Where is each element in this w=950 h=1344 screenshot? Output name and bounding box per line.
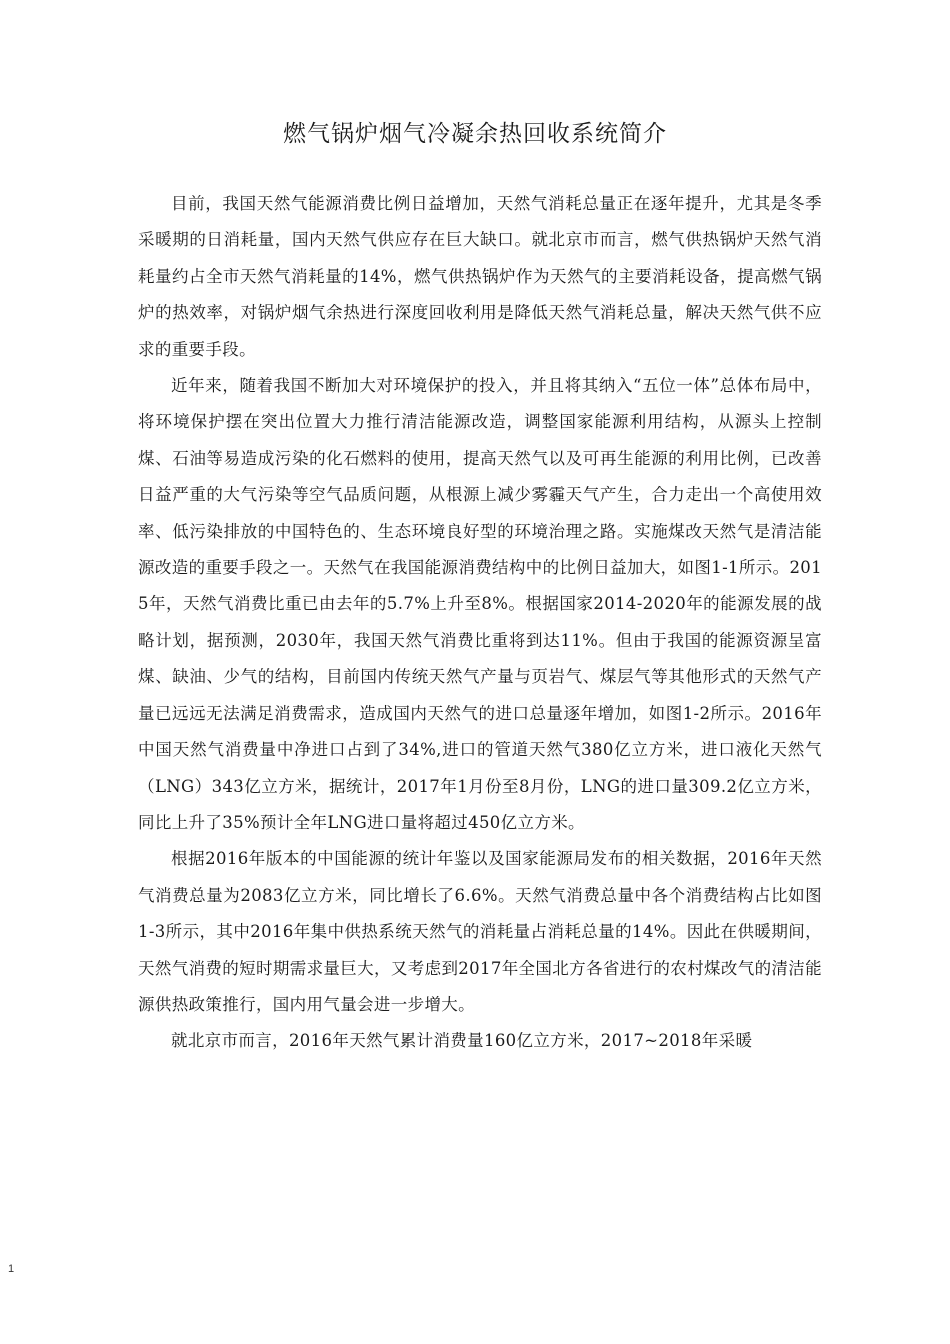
document-title: 燃气锅炉烟气冷凝余热回收系统简介 <box>283 121 667 147</box>
paragraph-1: 目前，我国天然气能源消费比例日益增加，天然气消耗总量正在逐年提升，尤其是冬季采暖期的日消耗量，国内天然气供应存在巨大缺口。就北京市而言，燃气供热锅炉天然气消耗量约占全市天然气消耗量的14%，燃气供热锅炉作为天然气的主要消耗设备，提高燃气锅炉的热效率，对锅炉烟气余热进行深度回收利用是降低天然气消耗总量，解决天然气供不应求的重要手段。 <box>138 194 822 359</box>
document-body <box>138 186 822 1060</box>
page-number: 1 <box>8 1263 15 1275</box>
paragraph-3: 根据2016年版本的中国能源的统计年鉴以及国家能源局发布的相关数据，2016年天然气消费总量为2083亿立方米，同比增长了6.6%。天然气消费总量中各个消费结构占比如图1-3所示，其中2016年集中供热系统天然气的消耗量占消耗总量的14%。因此在供暖期间，天然气消费的短时期需求量巨大，又考虑到2017年全国北方各省进行的农村煤改气的清洁能源供热政策推行，国内用气量会进一步增大。 <box>138 849 822 1014</box>
paragraph-2: 近年来，随着我国不断加大对环境保护的投入，并且将其纳入“五位一体”总体布局中，将环境保护摆在突出位置大力推行清洁能源改造，调整国家能源利用结构，从源头上控制煤、石油等易造成污染的化石燃料的使用，提高天然气以及可再生能源的利用比例，已改善日益严重的大气污染等空气品质问题，从根源上减少雾霾天气产生，合力走出一个高使用效率、低污染排放的中国特色的、生态环境良好型的环境治理之路。实施煤改天然气是清洁能源改造的重要手段之一。天然气在我国能源消费结构中的比例日益加大，如图1-1所示。2015年，天然气消费比重已由去年的5.7%上升至8%。根据国家2014-2020年的能源发展的战略计划，据预测，2030年，我国天然气消费比重将到达11%。但由于我国的能源资源呈富煤、缺油、少气的结构，目前国内传统天然气产量与页岩气、煤层气等其他形式的天然气产量已远远无法满足消费需求，造成国内天然气的进口总量逐年增加，如图1-2所示。2016年中国天然气消费量中净进口占到了34%,进口的管道天然气380亿立方米，进口液化天然气（LNG）343亿立方米，据统计，2017年1月份至8月份，LNG的进口量309.2亿立方米，同比上升了35%预计全年LNG进口量将超过450亿立方米。 <box>138 376 822 832</box>
paragraph-4: 就北京市而言，2016年天然气累计消费量160亿立方米，2017~2018年采暖 <box>171 1031 753 1051</box>
